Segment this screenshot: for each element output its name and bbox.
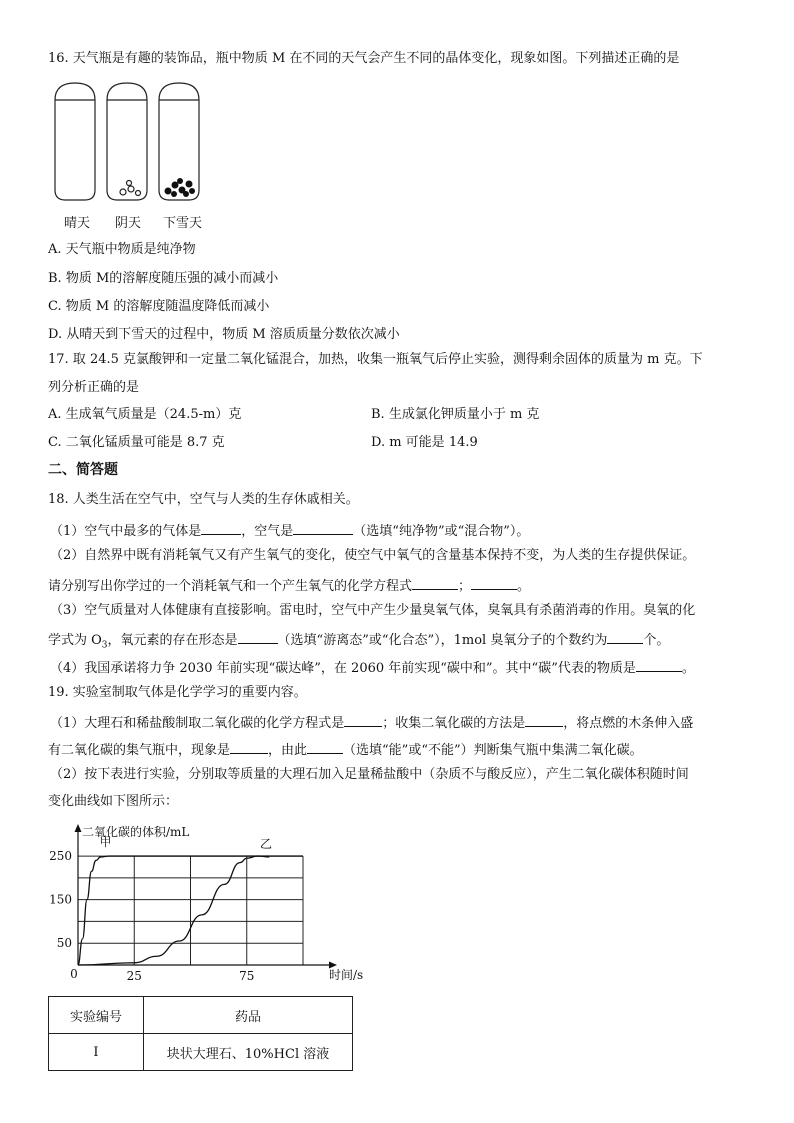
q18-part4 (50, 657, 695, 678)
answer-blank[interactable] (307, 739, 343, 754)
experiment-table (48, 996, 353, 1071)
q19-part2-line1: （2）按下表进行实验，分别取等质量的大理石加入足量稀盐酸中（杂质不与酸反应），产生二氧化碳体积随时间 (50, 767, 689, 782)
q16-stem: 16. 天气瓶是有趣的装饰品，瓶中物质 M 在不同的天气会产生不同的晶体变化，现象如图。下列描述正确的是 (48, 51, 680, 66)
q18-part2-line2 (48, 575, 530, 596)
q16-option-c: C. 物质 M 的溶解度随温度降低而减小 (48, 299, 270, 314)
q16-option-d: D. 从晴天到下雪天的过程中，物质 M 溶质质量分数依次减小 (48, 327, 400, 342)
q19-p1-text-e: ，由此 (268, 743, 308, 758)
q16-option-b: B. 物质 M的溶解度随压强的减小而减小 (48, 271, 279, 286)
y-axis-arrow (75, 824, 82, 832)
y-tick-label: 50 (56, 936, 72, 951)
q19-p1-text-d: 有二氧化碳的集气瓶中，现象是 (48, 743, 231, 758)
answer-blank[interactable] (607, 629, 643, 644)
q19-p1-text-f: （选填“能”或“不能”）判断集气瓶中集满二氧化碳。 (343, 743, 643, 758)
q18-p2-text-d: 。 (517, 579, 531, 594)
q18-p3-subscript: 3 (101, 640, 108, 651)
q18-p3-text-1: 学式为 O (48, 633, 102, 648)
q18-p4-text-a: （4）我国承诺将力争 2030 年前实现“碳达峰”，在 2060 年前实现“碳中和”。其中“碳”代表的物质是 (50, 661, 636, 676)
q17-stem-line1: 17. 取 24.5 克氯酸钾和一定量二氧化锰混合，加热，收集一瓶氧气后停止实验，测得剩余固体的质量为 m 克。下 (48, 352, 703, 367)
table-header-cell: 实验编号 (49, 997, 144, 1034)
q18-p3-text-4: 个。 (643, 633, 670, 648)
table-cell: 块状大理石、10%HCl 溶液 (144, 1034, 353, 1071)
q18-p3-text-3: （选填“游离态”或“化合态”），1mol 臭氧分子的个数约为 (277, 633, 608, 648)
q18-p2-text-c: ； (458, 579, 472, 594)
x-tick-label: 75 (239, 969, 255, 983)
answer-blank[interactable] (344, 712, 382, 727)
q18-part3-line1: （3）空气质量对人体健康有直接影响。雷电时，空气中产生少量臭氧气体，臭氧具有杀菌消毒的作用。臭氧的化 (50, 603, 696, 618)
q19-p1-text-b: ；收集二氧化碳的方法是 (382, 716, 526, 731)
answer-blank[interactable] (230, 739, 268, 754)
table-row (49, 1034, 353, 1071)
tube-label-cloudy: 阴天 (115, 216, 142, 231)
tube-label-snowy: 下雪天 (163, 216, 203, 231)
q18-p2-text-b: 请分别写出你学过的一个消耗氧气和一个产生氧气的化学方程式 (48, 579, 413, 594)
tube-label-sunny: 晴天 (64, 216, 91, 231)
table-header-cell: 药品 (144, 997, 353, 1034)
x-axis-label: 时间/s (329, 968, 364, 982)
q16-option-a: A. 天气瓶中物质是纯净物 (48, 242, 196, 257)
section-heading: 二、简答题 (48, 462, 118, 478)
q18-stem: 18. 人类生活在空气中，空气与人类的生存休戚相关。 (48, 492, 359, 507)
table-cell: I (49, 1034, 144, 1071)
q18-p3-text-2: ，氧元素的存在形态是 (107, 633, 238, 648)
q18-p1-text-b: ，空气是 (241, 524, 294, 539)
q19-p1-text-a: （1）大理石和稀盐酸制取二氧化碳的化学方程式是 (50, 716, 345, 731)
q18-p4-text-b: 。 (681, 661, 695, 676)
q17-option-a: A. 生成氧气质量是（24.5-m）克 (48, 407, 242, 422)
weather-bottles-figure (50, 80, 210, 204)
q19-part2-line2: 变化曲线如下图所示： (48, 794, 179, 809)
series-label-jia: 甲 (99, 835, 112, 850)
q18-part1 (50, 520, 529, 541)
table-header-row (49, 997, 353, 1034)
q19-stem: 19. 实验室制取气体是化学学习的重要内容。 (48, 685, 307, 700)
y-tick-label: 250 (49, 849, 72, 864)
y-axis-label: 二氧化碳的体积/mL (82, 825, 190, 839)
q17-option-b: B. 生成氯化钾质量小于 m 克 (371, 407, 540, 422)
answer-blank[interactable] (636, 657, 682, 672)
answer-blank[interactable] (201, 520, 241, 535)
q18-p1-text-c: （选填“纯净物”或“混合物”）。 (353, 524, 530, 539)
q18-part2-line1: （2）自然界中既有消耗氧气又有产生氧气的变化，使空气中氧气的含量基本保持不变，为人类的生存提供保证。 (50, 548, 696, 563)
q19-part1-line2 (48, 739, 643, 760)
q17-stem-line2: 列分析正确的是 (48, 380, 140, 395)
series-label-yi: 乙 (260, 837, 273, 852)
q17-option-d: D. m 可能是 14.9 (371, 435, 478, 450)
q19-p1-text-c: ，将点燃的木条伸入盛 (563, 716, 694, 731)
x-tick-label: 25 (126, 969, 142, 983)
answer-blank[interactable] (412, 575, 458, 590)
answer-blank[interactable] (471, 575, 517, 590)
q18-part3-line2 (48, 629, 669, 655)
q17-option-c: C. 二氧化锰质量可能是 8.7 克 (48, 435, 225, 450)
origin-label: 0 (70, 967, 78, 981)
co2-volume-chart (46, 820, 364, 990)
answer-blank[interactable] (525, 712, 563, 727)
q18-p1-text-a: （1）空气中最多的气体是 (50, 524, 202, 539)
answer-blank[interactable] (238, 629, 278, 644)
answer-blank[interactable] (293, 520, 353, 535)
q19-part1-line1 (50, 712, 693, 733)
series-line-2 (78, 856, 269, 965)
y-tick-label: 150 (49, 892, 72, 907)
